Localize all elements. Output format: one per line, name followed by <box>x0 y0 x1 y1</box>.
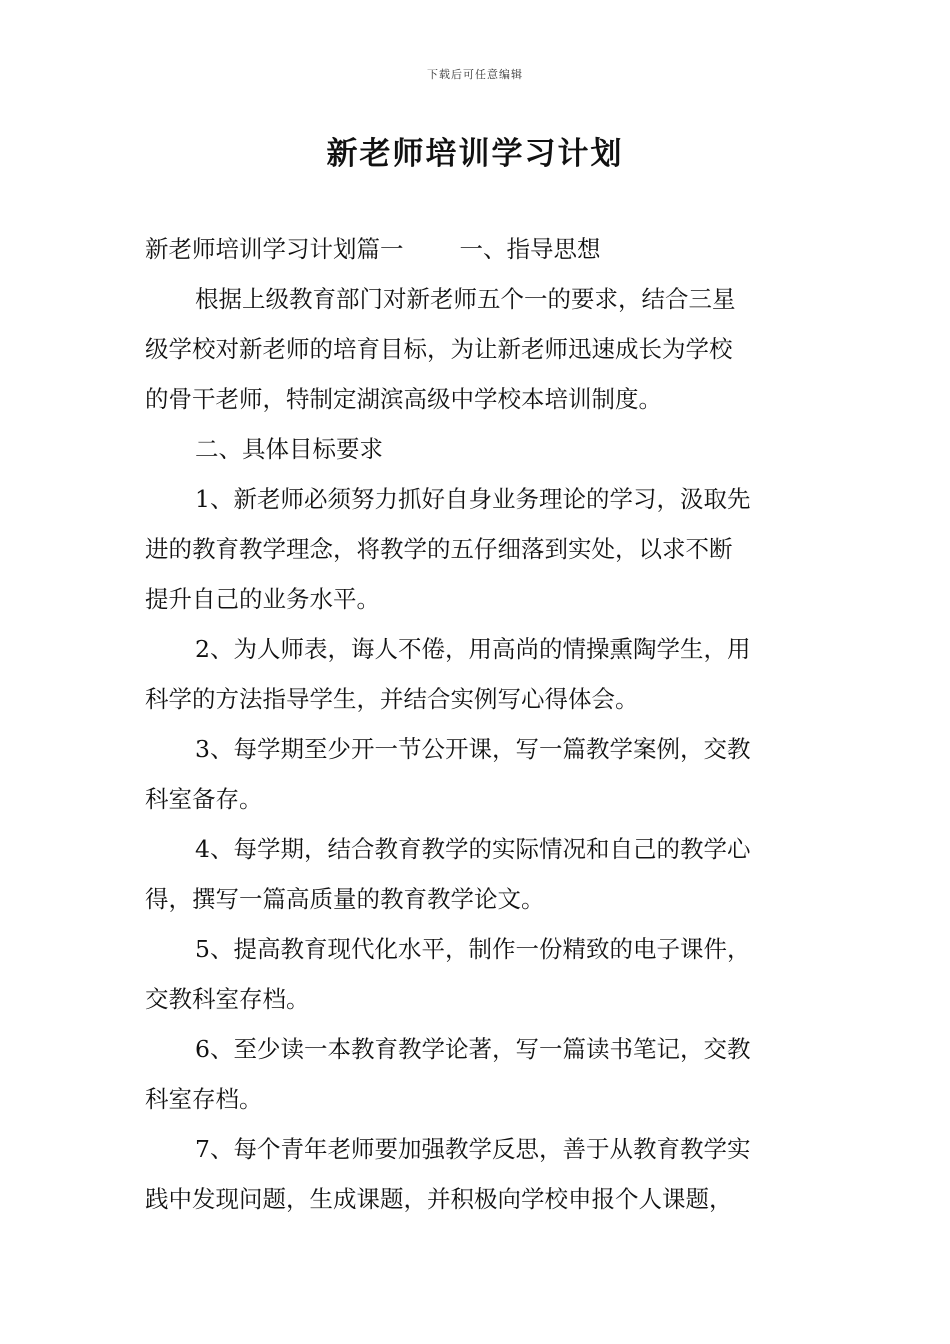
text-line: 5、提高教育现代化水平，制作一份精致的电子课件， <box>195 935 751 963</box>
text-line: 科学的方法指导学生，并结合实例写心得体会。 <box>145 685 639 713</box>
text-line: 6、至少读一本教育教学论著，写一篇读书笔记，交教 <box>195 1035 751 1063</box>
text-line: 3、每学期至少开一节公开课，写一篇教学案例，交教 <box>195 735 751 763</box>
section-heading: 新老师培训学习计划篇一 <box>145 235 404 263</box>
text-line: 科室存档。 <box>145 1085 263 1113</box>
subsection-heading: 二、具体目标要求 <box>195 435 383 463</box>
text-line: 科室备存。 <box>145 785 263 813</box>
text-line: 2、为人师表，诲人不倦，用高尚的情操熏陶学生，用 <box>195 635 751 663</box>
text-line: 4、每学期，结合教育教学的实际情况和自己的教学心 <box>195 835 751 863</box>
text-line: 得，撰写一篇高质量的教育教学论文。 <box>145 885 545 913</box>
text-line: 级学校对新老师的培育目标，为让新老师迅速成长为学校 <box>145 335 733 363</box>
text-line: 1、新老师必须努力抓好自身业务理论的学习，汲取先 <box>195 485 751 513</box>
text-line: 践中发现问题，生成课题，并积极向学校申报个人课题， <box>145 1185 733 1213</box>
subsection-heading: 一、指导思想 <box>459 235 601 263</box>
document-body <box>145 224 807 1224</box>
text-line: 提升自己的业务水平。 <box>145 585 380 613</box>
text-line: 交教科室存档。 <box>145 985 310 1013</box>
text-line: 根据上级教育部门对新老师五个一的要求，结合三星 <box>195 285 736 313</box>
document-title: 新老师培训学习计划 <box>326 136 624 172</box>
text-line: 的骨干老师，特制定湖滨高级中学校本培训制度。 <box>145 385 662 413</box>
text-line <box>145 224 807 274</box>
text-line: 7、每个青年老师要加强教学反思，善于从教育教学实 <box>195 1135 751 1163</box>
header-note: 下载后可任意编辑 <box>427 68 523 81</box>
text-line: 进的教育教学理念，将教学的五仔细落到实处，以求不断 <box>145 535 733 563</box>
